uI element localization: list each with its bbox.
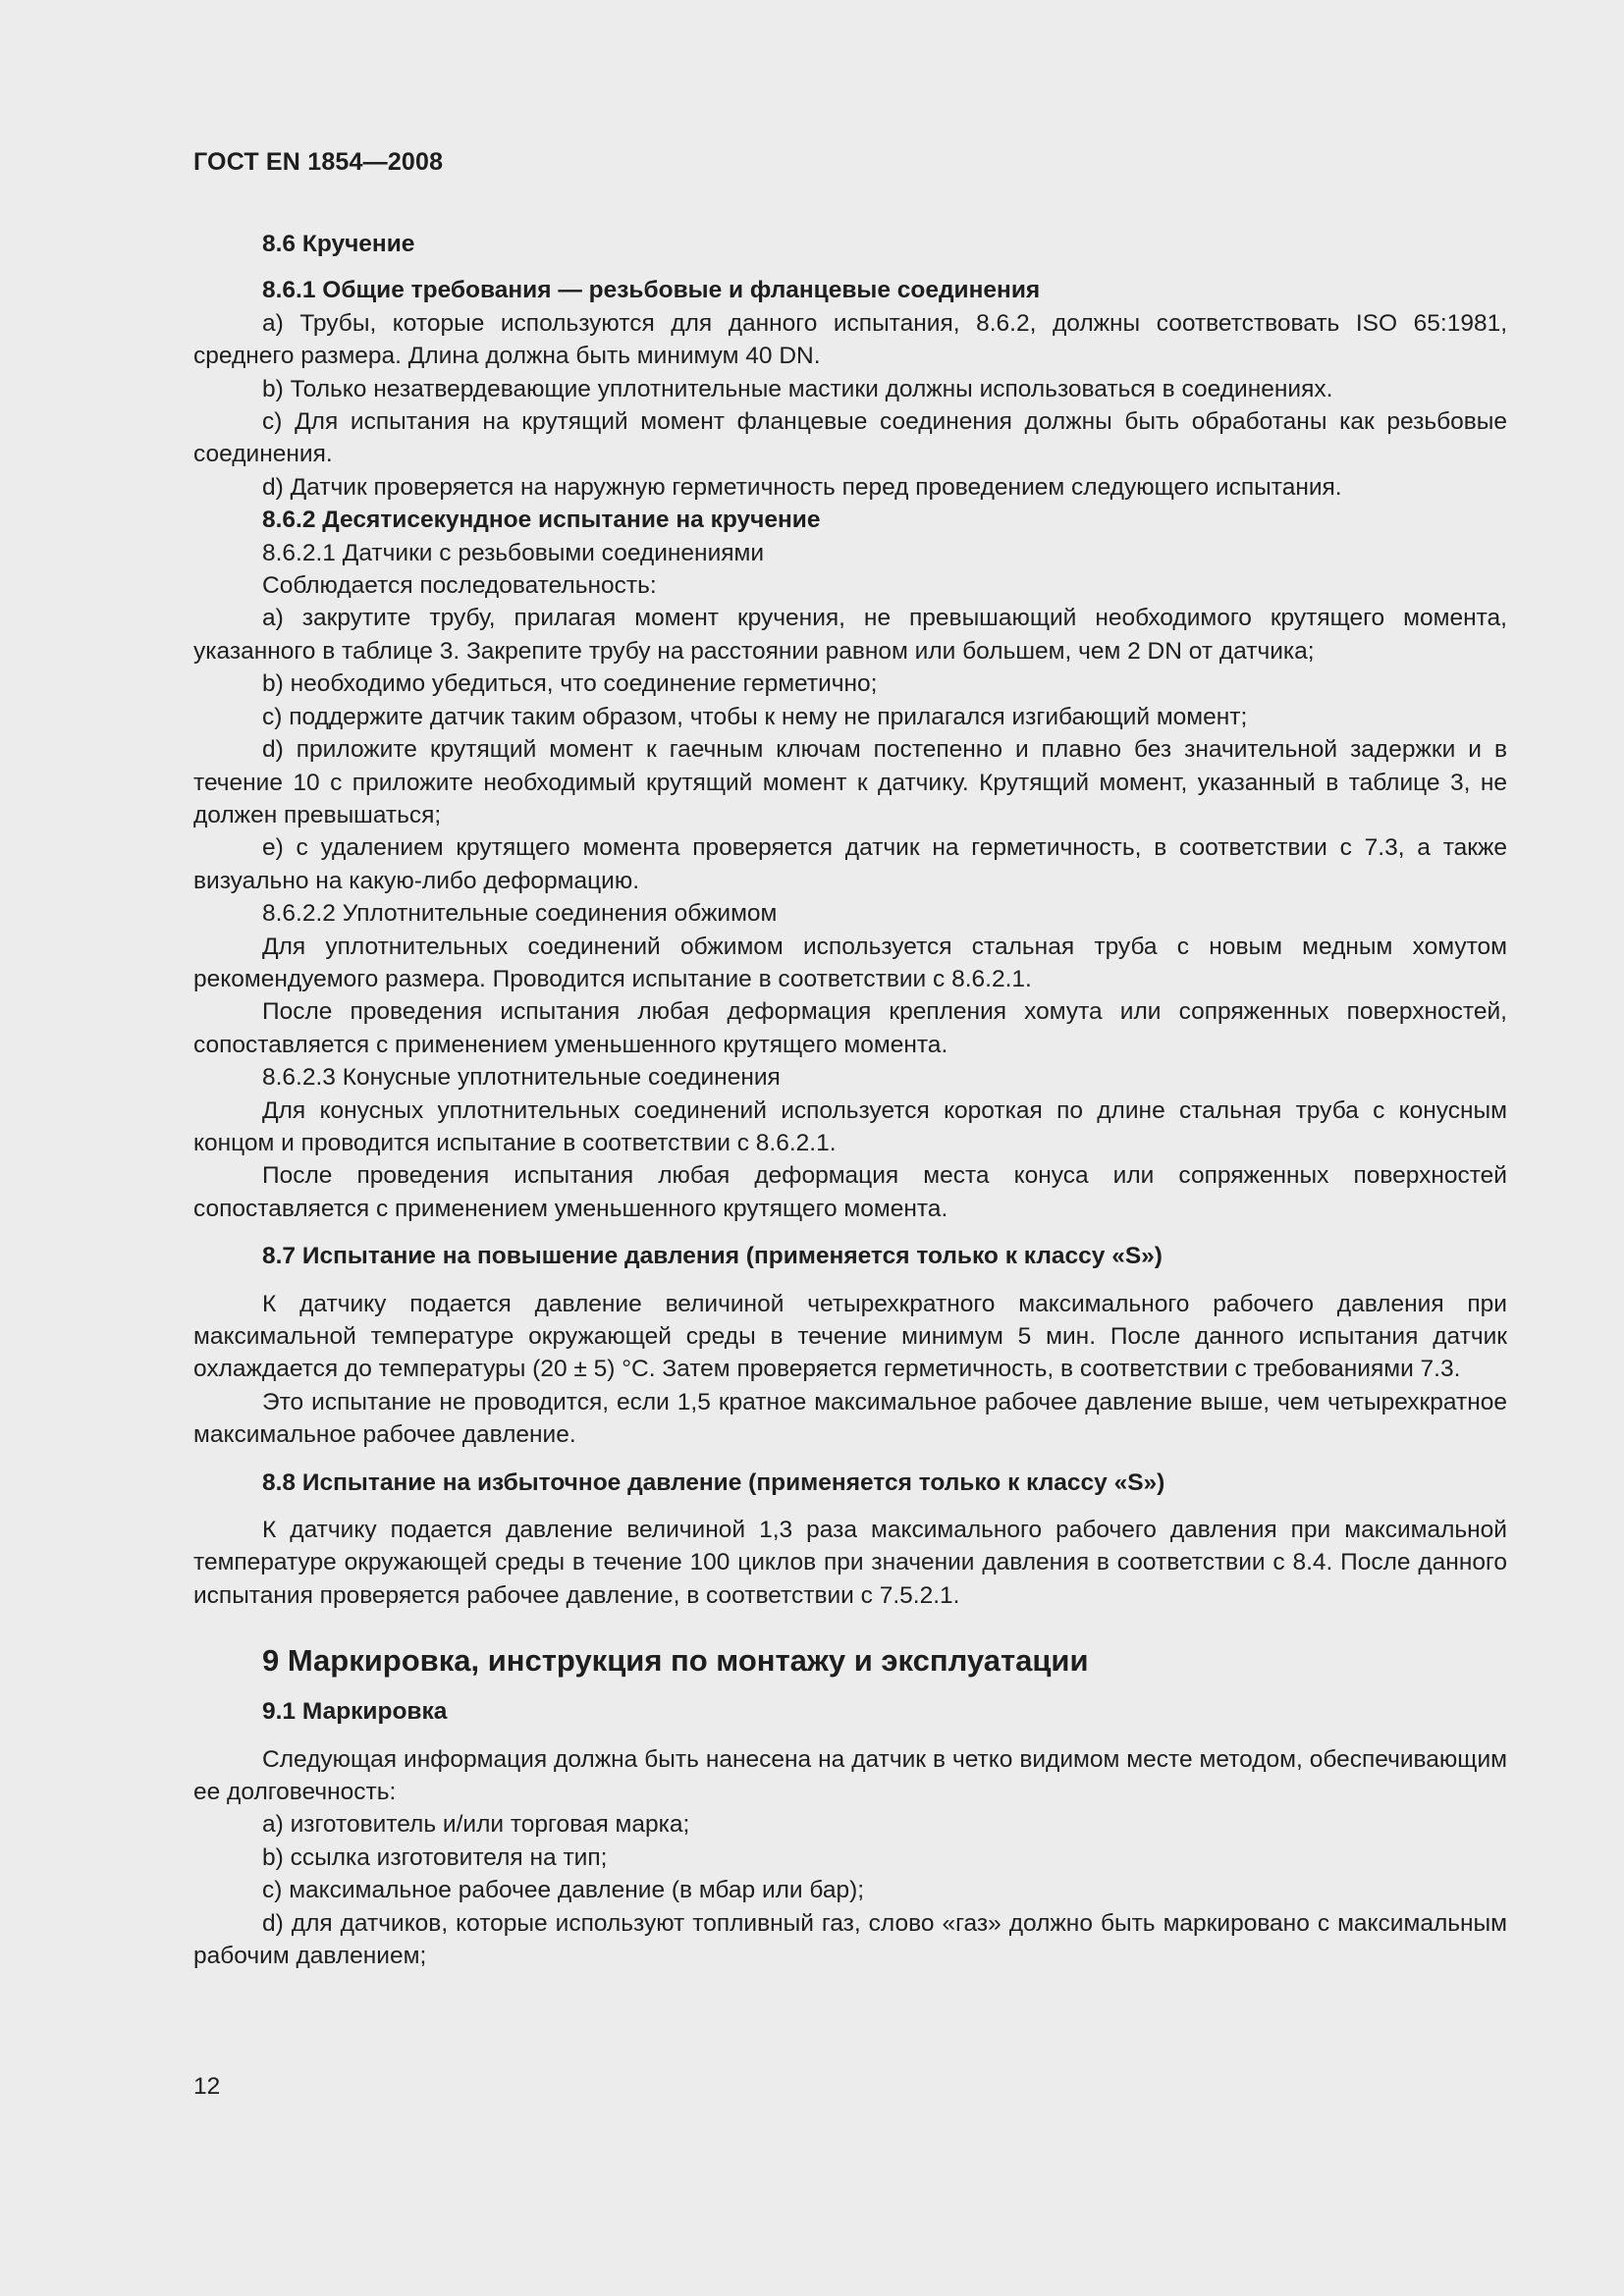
page-number: 12 [193,2073,221,2100]
section-heading-8-8: 8.8 Испытание на избыточное давление (применяется только к классу «S») [262,1468,1165,1496]
section-heading-8-7: 8.7 Испытание на повышение давления (применяется только к классу «S») [262,1243,1163,1270]
list-item: a) Трубы, которые используются для данного испытания, 8.6.2, должны соответствовать ISO 65:1981, среднего размера. Длина должна быть минимум 40 DN. [193,309,1507,370]
list-item: a) закрутите трубу, прилагая момент кручения, не превышающий необходимого крутящего момента, указанного в таблице 3. Закрепите трубу на расстоянии равном или большем, чем 2 DN от датчика; [193,605,1507,665]
list-item: b) необходимо убедиться, что соединение герметично; [262,670,878,698]
list-item: c) Для испытания на крутящий момент фланцевые соединения должны быть обработаны как резьбовые соединения. [193,408,1507,468]
chapter-heading-9: 9 Маркировка, инструкция по монтажу и эксплуатации [262,1643,1089,1679]
section-heading-9-1: 9.1 Маркировка [262,1698,448,1726]
paragraph: После проведения испытания любая деформация крепления хомута или сопряженных поверхностей, сопоставляется с применением уменьшенного крутящего момента. [193,998,1507,1058]
document-header: ГОСТ EN 1854—2008 [193,148,444,176]
paragraph: Следующая информация должна быть нанесена на датчик в четко видимом месте методом, обеспечивающим ее долговечность: [193,1745,1507,1806]
paragraph: К датчику подается давление величиной 1,3 раза максимального рабочего давления при максимальной температуре окружающей среды в течение 100 циклов при значении давления в соответствии с 8.4. После данного испытания проверяется рабочее давление, в соответствии с 7.5.2.1. [193,1517,1507,1609]
paragraph: Для конусных уплотнительных соединений используется короткая по длине стальная труба с конусным концом и проводится испытание в соответствии с 8.6.2.1. [193,1096,1507,1156]
list-item: d) Датчик проверяется на наружную герметичность перед проведением следующего испытания. [262,473,1342,501]
list-item: c) поддержите датчик таким образом, чтобы к нему не прилагался изгибающий момент; [262,703,1248,730]
list-item: c) максимальное рабочее давление (в мбар или бар); [262,1877,865,1904]
subsection-heading-8-6-1: 8.6.1 Общие требования — резьбовые и фланцевые соединения [262,277,1041,304]
clause-heading-8-6-2-2: 8.6.2.2 Уплотнительные соединения обжимом [262,900,778,928]
subsection-heading-8-6-2: 8.6.2 Десятисекундное испытание на кручение [262,507,821,534]
paragraph: После проведения испытания любая деформация места конуса или сопряженных поверхностей сопоставляется с применением уменьшенного крутящего момента. [193,1162,1507,1222]
list-item: e) с удалением крутящего момента проверяется датчик на герметичность, в соответствии с 7.3, а также визуально на какую-либо деформацию. [193,834,1507,894]
list-item: b) ссылка изготовителя на тип; [262,1843,608,1871]
list-item: d) приложите крутящий момент к гаечным ключам постепенно и плавно без значительной задержки и в течение 10 с приложите необходимый крутящий момент к датчику. Крутящий момент, указанный в таблице 3, не должен превышаться; [193,736,1507,828]
paragraph: Для уплотнительных соединений обжимом используется стальная труба с новым медным хомутом рекомендуемого размера. Проводится испытание в соответствии с 8.6.2.1. [193,933,1507,992]
paragraph: К датчику подается давление величиной четырехкратного максимального рабочего давления при максимальной температуре окружающей среды в течение минимум 5 мин. После данного испытания датчик охлаждается до температуры (20 ± 5) °С. Затем проверяется герметичность, в соответствии с требованиями 7.3. [193,1290,1507,1383]
list-item: a) изготовитель и/или торговая марка; [262,1811,690,1839]
document-body [193,228,1507,1973]
paragraph: Соблюдается последовательность: [262,572,657,600]
list-item: b) Только незатвердевающие уплотнительные мастики должны использоваться в соединениях. [262,375,1333,402]
list-item: d) для датчиков, которые используют топливный газ, слово «газ» должно быть маркировано с максимальным рабочим давлением; [193,1909,1507,1970]
section-heading-8-6: 8.6 Кручение [262,231,415,257]
clause-heading-8-6-2-1: 8.6.2.1 Датчики с резьбовыми соединениями [262,539,765,566]
paragraph: Это испытание не проводится, если 1,5 кратное максимальное рабочее давление выше, чем четырехкратное максимальное рабочее давление. [193,1388,1507,1449]
clause-heading-8-6-2-3: 8.6.2.3 Конусные уплотнительные соединения [262,1064,781,1092]
